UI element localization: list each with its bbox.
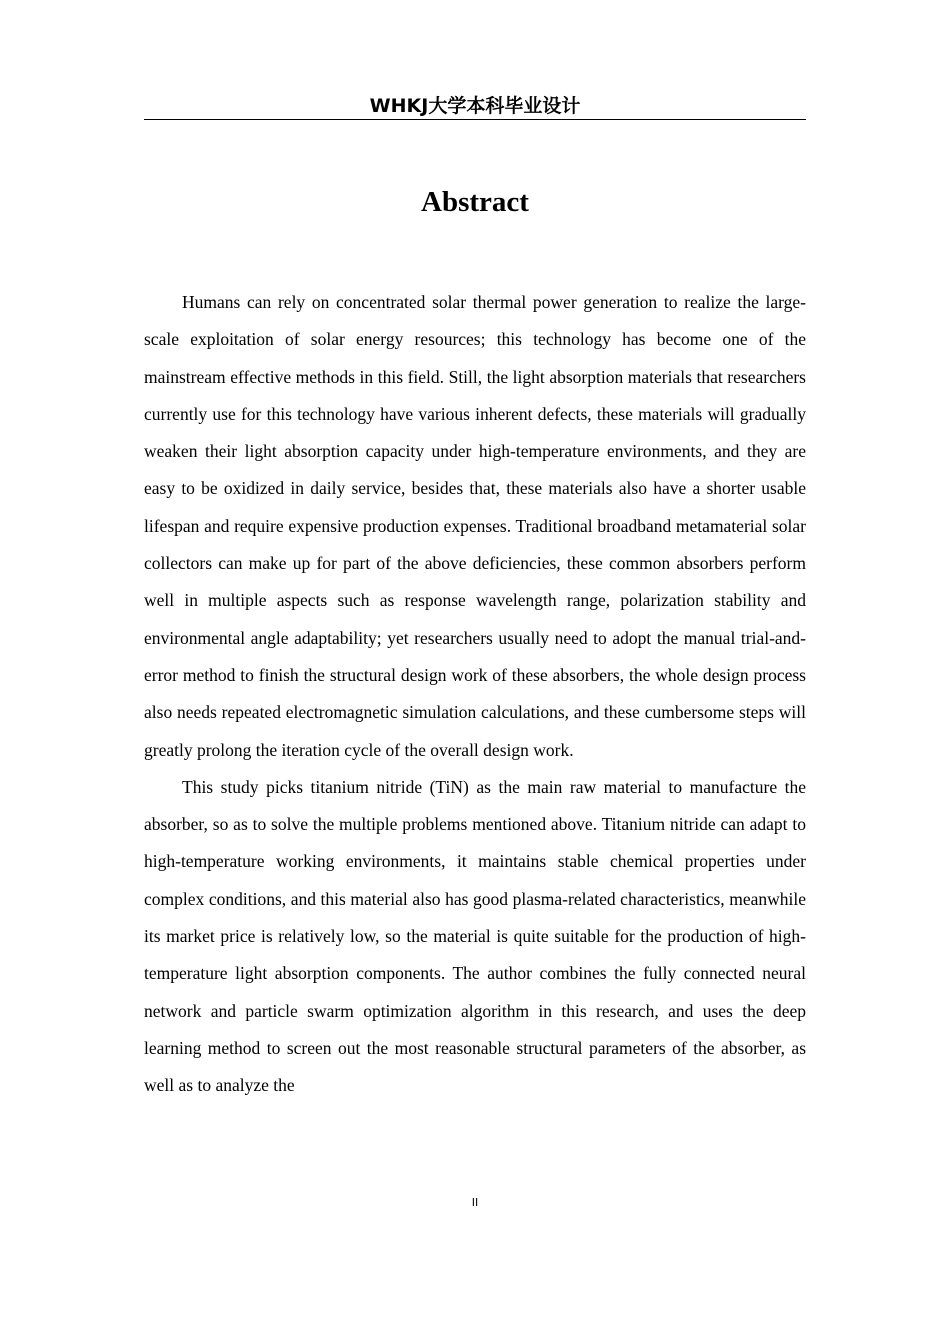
header-rule [144,119,806,120]
running-header: WHKJ大学本科毕业设计 [369,95,581,117]
page-title: Abstract [421,186,529,218]
page-number: II [471,1196,479,1209]
abstract-paragraph-1: Humans can rely on concentrated solar thermal power generation to realize the large-scale exploitation of solar energy resources; this technology has become one of the mainstream effective methods in this field. Still, the light absorption materials that researchers currently use for this technology have various inherent defects, these materials will gradually weaken their light absorption capacity under high-temperature environments, and they are easy to be oxidized in daily service, besides that, these materials also have a shorter usable lifespan and require expensive production expenses. Traditional broadband metamaterial solar collectors can make up for part of the above deficiencies, these common absorbers perform well in multiple aspects such as response wavelength range, polarization stability and environmental angle adaptability; yet researchers usually need to adopt the manual trial-and-error method to finish the structural design work of these absorbers, the whole design process also needs repeated electromagnetic simulation calculations, and these cumbersome steps will greatly prolong the iteration cycle of the overall design work. [144,292,806,760]
abstract-body [144,284,806,1105]
abstract-paragraph-2: This study picks titanium nitride (TiN) as the main raw material to manufacture the absorber, so as to solve the multiple problems mentioned above. Titanium nitride can adapt to high-temperature working environments, it maintains stable chemical properties under complex conditions, and this material also has good plasma-related characteristics, meanwhile its market price is relatively low, so the material is quite suitable for the production of high-temperature light absorption components. The author combines the fully connected neural network and particle swarm optimization algorithm in this research, and uses the deep learning method to screen out the most reasonable structural parameters of the absorber, as well as to analyze the [144,776,806,1096]
